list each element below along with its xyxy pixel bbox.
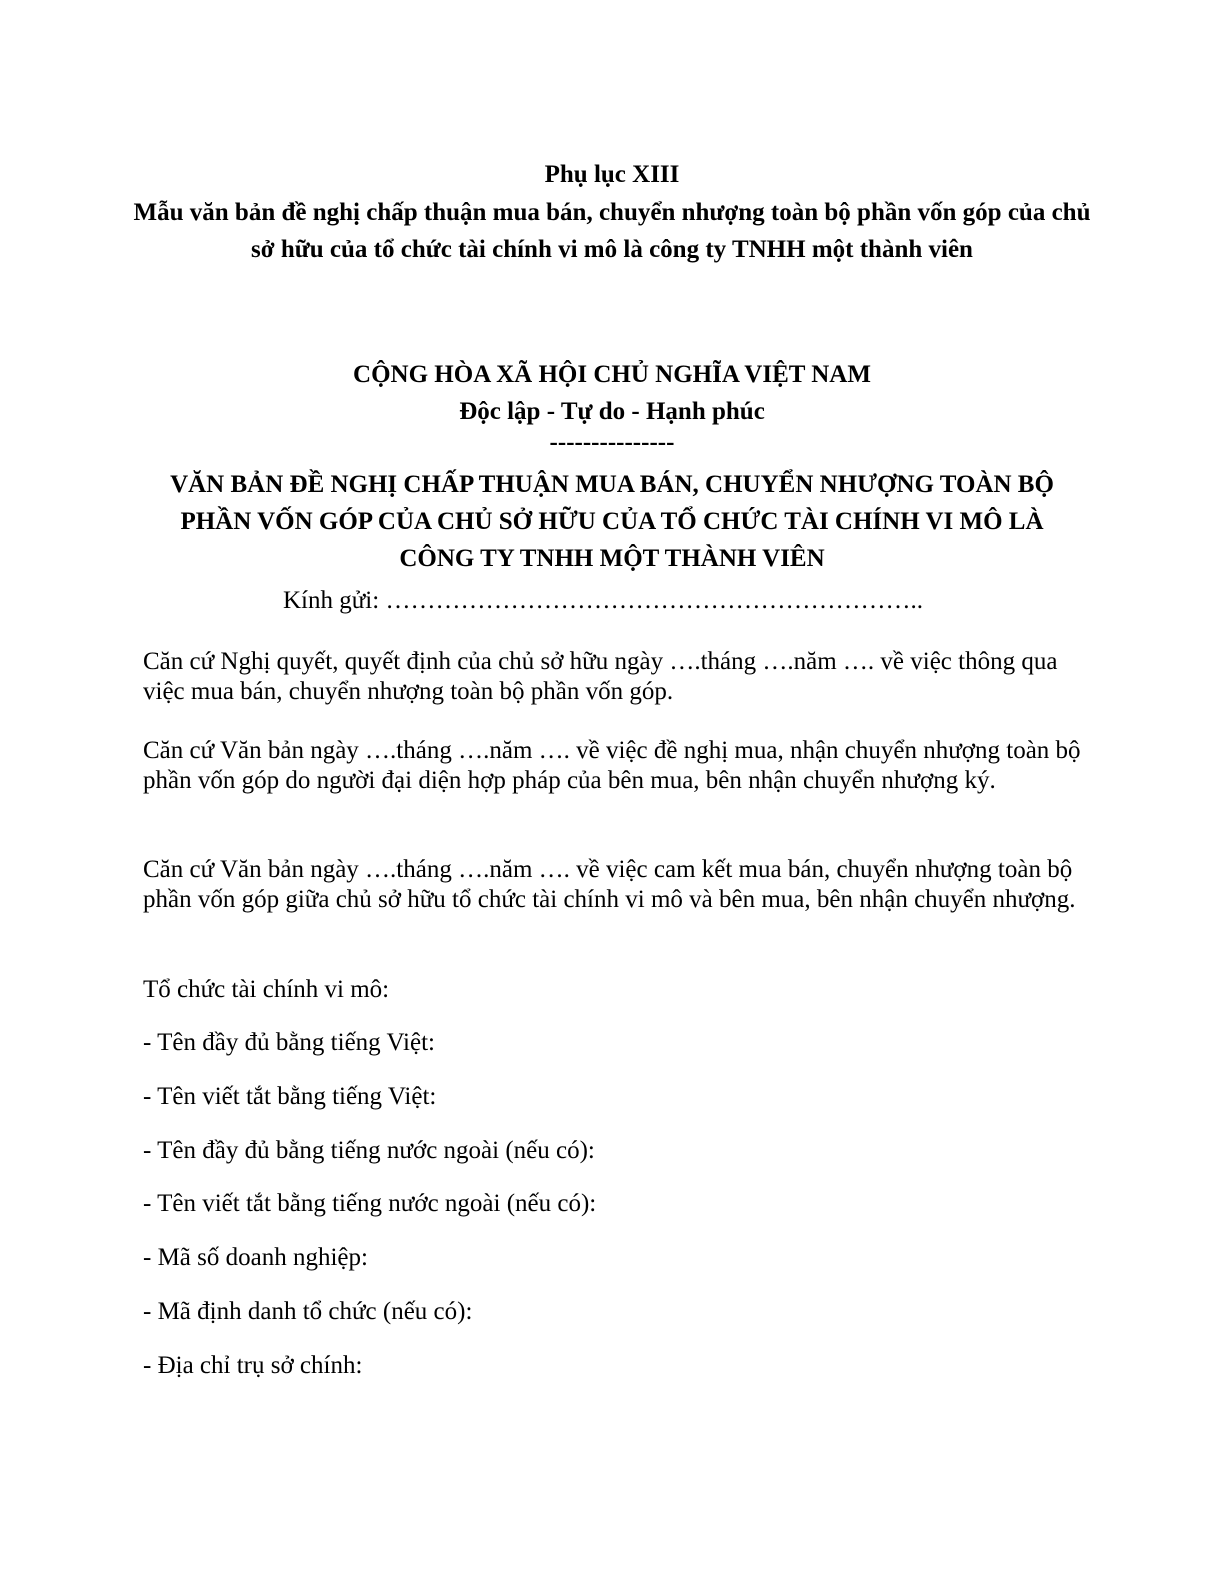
national-motto: Độc lập - Tự do - Hạnh phúc bbox=[459, 398, 765, 425]
field-head-office-address: - Địa chỉ trụ sở chính: bbox=[143, 1352, 363, 1379]
institution-heading: Tổ chức tài chính vi mô: bbox=[143, 976, 390, 1003]
annex-number: Phụ lục XIII bbox=[544, 161, 680, 188]
field-enterprise-code: - Mã số doanh nghiệp: bbox=[143, 1244, 368, 1271]
paragraph-basis-request: Căn cứ Văn bản ngày ….tháng ….năm …. về việc đề nghị mua, nhận chuyển nhượng toàn bộ phần vốn góp do người đại diện hợp pháp của bên mua, bên nhận chuyển nhượng ký. bbox=[143, 737, 1081, 794]
field-short-name-foreign: - Tên viết tắt bằng tiếng nước ngoài (nếu có): bbox=[143, 1190, 597, 1217]
paragraph-basis-resolution: Căn cứ Nghị quyết, quyết định của chủ sở hữu ngày ….tháng ….năm …. về việc thông qua việc mua bán, chuyển nhượng toàn bộ phần vốn góp. bbox=[143, 648, 1058, 705]
field-full-name-foreign: - Tên đầy đủ bằng tiếng nước ngoài (nếu có): bbox=[143, 1137, 595, 1164]
field-organization-id: - Mã định danh tổ chức (nếu có): bbox=[143, 1298, 473, 1325]
document-title: VĂN BẢN ĐỀ NGHỊ CHẤP THUẬN MUA BÁN, CHUYỂN NHƯỢNG TOÀN BỘ PHẦN VỐN GÓP CỦA CHỦ SỞ HỮU CỦA TỔ CHỨC TÀI CHÍNH VI MÔ LÀ CÔNG TY TNHH MỘT THÀNH VIÊN bbox=[170, 471, 1054, 572]
paragraph-basis-commitment: Căn cứ Văn bản ngày ….tháng ….năm …. về việc cam kết mua bán, chuyển nhượng toàn bộ phần vốn góp giữa chủ sở hữu tổ chức tài chính vi mô và bên mua, bên nhận chuyển nhượng. bbox=[143, 856, 1076, 913]
annex-subtitle: Mẫu văn bản đề nghị chấp thuận mua bán, chuyển nhượng toàn bộ phần vốn góp của chủ sở hữu của tổ chức tài chính vi mô là công ty TNHH một thành viên bbox=[133, 199, 1091, 263]
field-full-name-vi: - Tên đầy đủ bằng tiếng Việt: bbox=[143, 1029, 435, 1056]
header-divider: --------------- bbox=[549, 429, 675, 456]
recipient-line: Kính gửi: ……………………………………………………….. bbox=[283, 587, 923, 614]
field-short-name-vi: - Tên viết tắt bằng tiếng Việt: bbox=[143, 1083, 437, 1110]
national-title: CỘNG HÒA XÃ HỘI CHỦ NGHĨA VIỆT NAM bbox=[353, 361, 871, 388]
